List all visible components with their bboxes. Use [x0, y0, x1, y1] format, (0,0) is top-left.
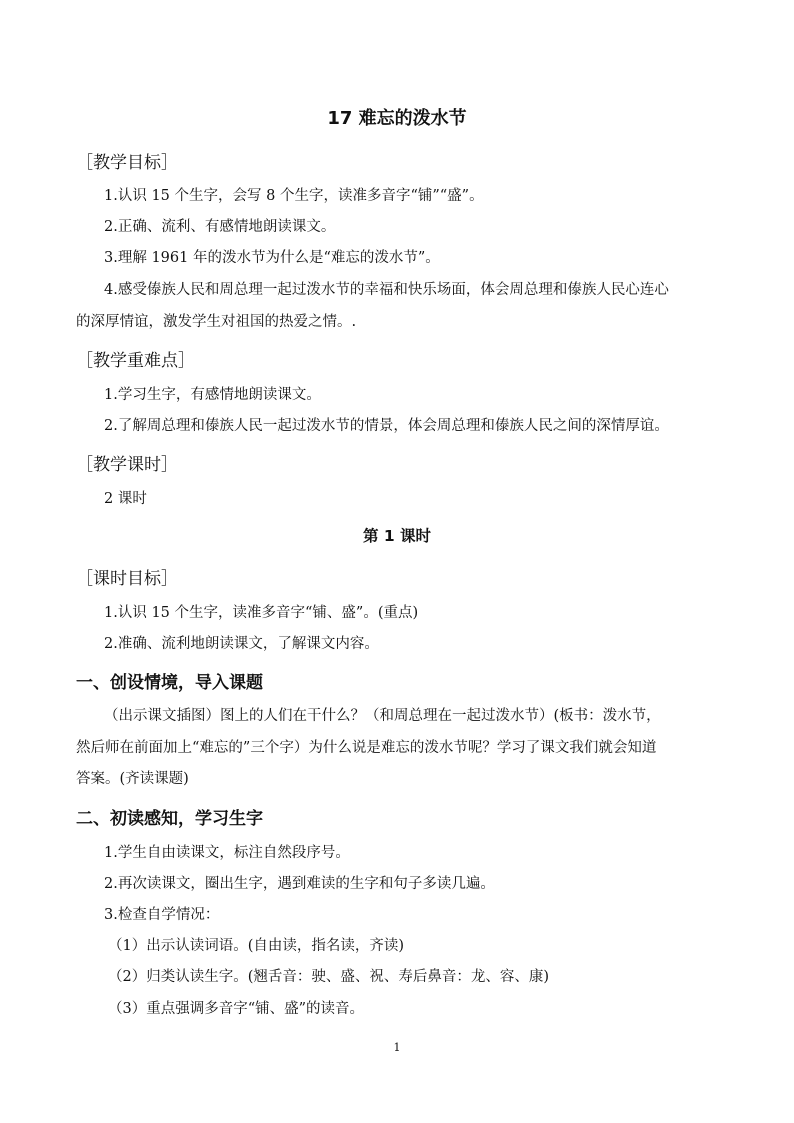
- part-1-line-1: （出示课文插图）图上的人们在干什么？（和周总理在一起过泼水节）(板书：泼水节，: [104, 708, 661, 724]
- lesson-goal-item-1: 1.认识 15 个生字，读准多音字“铺、盛”。(重点): [104, 605, 419, 621]
- teaching-hours-heading: ［教学课时］: [76, 455, 178, 475]
- part-2-subitem-1: （1）出示认读词语。(自由读，指名读，齐读): [108, 938, 405, 954]
- part-2-subitem-3: （3）重点强调多音字“铺、盛”的读音。: [108, 1001, 365, 1017]
- part-2-item-1: 1.学生自由读课文，标注自然段序号。: [104, 845, 350, 861]
- lesson-1-heading: 第 1 课时: [362, 527, 432, 545]
- part-1-line-3: 答案。(齐读课题): [76, 771, 189, 787]
- key-point-item-1: 1.学习生字，有感情地朗读课文。: [104, 387, 321, 403]
- part-1-heading: 一、创设情境，导入课题: [76, 673, 263, 693]
- document-title: 17 难忘的泼水节: [327, 108, 467, 129]
- goal-item-4-continued: 的深厚情谊，激发学生对祖国的热爱之情。.: [76, 314, 357, 330]
- lesson-goal-item-2: 2.准确、流利地朗读课文，了解课文内容。: [104, 636, 379, 652]
- lesson-goals-heading: ［课时目标］: [76, 569, 178, 589]
- goal-item-3: 3.理解 1961 年的泼水节为什么是“难忘的泼水节”。: [104, 250, 440, 266]
- key-points-heading: ［教学重难点］: [76, 351, 195, 371]
- page-number: 1: [393, 1041, 401, 1054]
- part-2-heading: 二、初读感知，学习生字: [76, 809, 263, 829]
- key-point-item-2: 2.了解周总理和傣族人民一起过泼水节的情景，体会周总理和傣族人民之间的深情厚谊。: [104, 418, 669, 434]
- goal-item-2: 2.正确、流利、有感情地朗读课文。: [104, 219, 336, 235]
- teaching-hours-value: 2 课时: [104, 491, 147, 507]
- goal-item-1: 1.认识 15 个生字，会写 8 个生字，读准多音字“铺”“盛”。: [104, 188, 484, 204]
- part-2-item-2: 2.再次读课文，圈出生字，遇到难读的生字和句子多读几遍。: [104, 876, 495, 892]
- teaching-goals-heading: ［教学目标］: [76, 153, 178, 173]
- goal-item-4: 4.感受傣族人民和周总理一起过泼水节的幸福和快乐场面，体会周总理和傣族人民心连心: [104, 282, 669, 298]
- part-1-line-2: 然后师在前面加上“难忘的”三个字）为什么说是难忘的泼水节呢？学习了课文我们就会知道: [76, 740, 657, 756]
- part-2-subitem-2: （2）归类认读生字。(翘舌音：驶、盛、祝、寿后鼻音：龙、容、康): [108, 969, 550, 985]
- part-2-item-3: 3.检查自学情况：: [104, 907, 220, 923]
